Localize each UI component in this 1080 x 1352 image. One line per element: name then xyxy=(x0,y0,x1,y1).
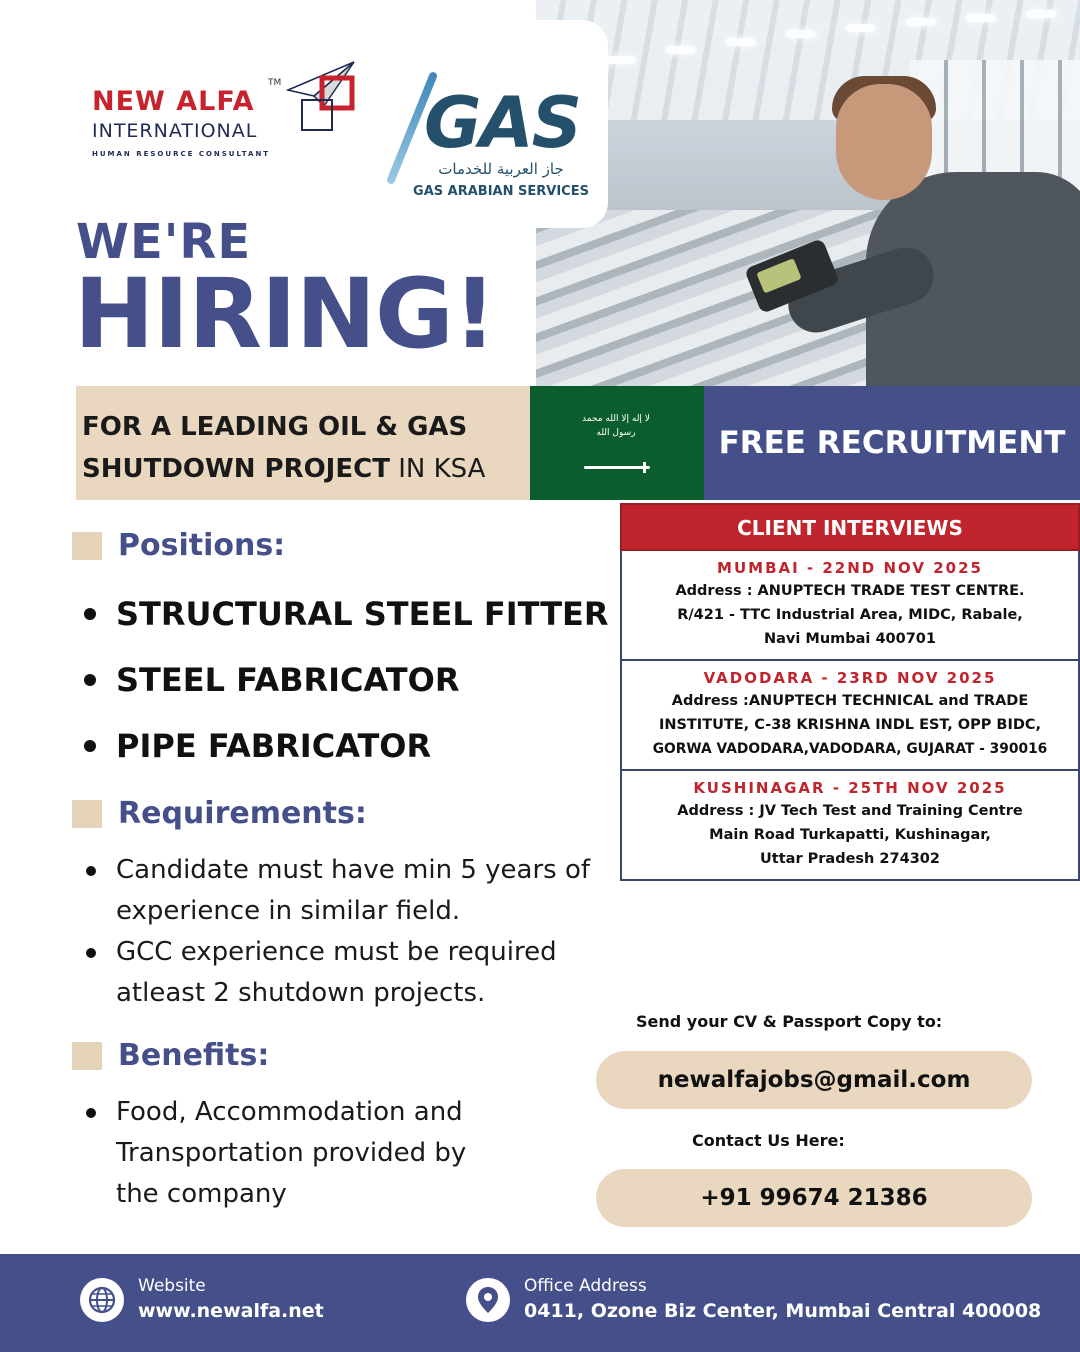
website-label: Website xyxy=(138,1276,206,1296)
office-address: 0411, Ozone Biz Center, Mumbai Central 400008 xyxy=(524,1300,1042,1322)
project-line-2-rest: IN KSA xyxy=(389,454,486,484)
gas-logo-english: GAS ARABIAN SERVICES xyxy=(413,184,589,199)
alfa-tagline: HUMAN RESOURCE CONSULTANT xyxy=(92,150,271,158)
gas-arabian-logo xyxy=(394,20,608,228)
send-cv-label: Send your CV & Passport Copy to: xyxy=(636,1012,943,1031)
location-pin-icon xyxy=(466,1278,510,1322)
section-square-icon xyxy=(72,1042,102,1070)
position-item: STRUCTURAL STEEL FITTER xyxy=(80,588,609,654)
headline-were: WE'RE xyxy=(76,214,252,270)
interview-address-line: Main Road Turkapatti, Kushinagar, xyxy=(709,827,991,843)
client-interviews-table xyxy=(620,503,1080,881)
globe-icon xyxy=(80,1278,124,1322)
interview-address-line: GORWA VADODARA,VADODARA, GUJARAT - 390016 xyxy=(652,741,1048,757)
project-banner xyxy=(76,386,532,500)
interview-city-date: MUMBAI - 22ND NOV 2025 xyxy=(717,559,983,577)
project-line-2-bold: SHUTDOWN PROJECT xyxy=(82,454,390,484)
contact-label: Contact Us Here: xyxy=(692,1131,845,1150)
gas-logo-word: GAS xyxy=(424,82,581,164)
position-item: STEEL FABRICATOR xyxy=(80,654,609,720)
footer-bar xyxy=(0,1254,1080,1352)
worker-figure xyxy=(746,62,1080,386)
alfa-international: INTERNATIONAL xyxy=(92,120,258,142)
position-item: PIPE FABRICATOR xyxy=(80,720,609,786)
flag-shahada-text: لا إله إلا الله محمد رسول الله xyxy=(582,414,650,438)
benefits-header xyxy=(72,1038,269,1073)
interview-row-vadodara xyxy=(620,661,1080,771)
interview-city-date: KUSHINAGAR - 25TH NOV 2025 xyxy=(693,779,1007,797)
interview-address-line: Address :ANUPTECH TECHNICAL and TRADE xyxy=(671,693,1029,709)
positions-title: Positions: xyxy=(118,528,286,563)
section-square-icon xyxy=(72,800,102,828)
phone-link[interactable]: +91 99674 21386 xyxy=(596,1169,1032,1227)
hero-photo xyxy=(536,0,1080,386)
section-square-icon xyxy=(72,532,102,560)
paper-plane-icon xyxy=(284,56,364,136)
interview-address-line: R/421 - TTC Industrial Area, MIDC, Rabale, xyxy=(677,607,1023,623)
website-link[interactable]: www.newalfa.net xyxy=(138,1300,324,1322)
interview-address-line: Navi Mumbai 400701 xyxy=(764,631,936,647)
saudi-flag xyxy=(530,386,704,500)
email-link[interactable]: newalfajobs@gmail.com xyxy=(596,1051,1032,1109)
interview-address-line: INSTITUTE, C-38 KRISHNA INDL EST, OPP BIDC, xyxy=(658,717,1042,733)
headline-hiring: HIRING! xyxy=(74,258,496,370)
new-alfa-logo xyxy=(88,80,368,170)
interview-address-line: Uttar Pradesh 274302 xyxy=(760,851,940,867)
interview-address-line: Address : JV Tech Test and Training Centre xyxy=(677,803,1023,819)
interview-row-mumbai xyxy=(620,551,1080,661)
interview-address-line: Address : ANUPTECH TRADE TEST CENTRE. xyxy=(675,583,1025,599)
requirement-item: Candidate must have min 5 years of experience in similar field. xyxy=(80,850,600,932)
free-recruitment-banner: FREE RECRUITMENT xyxy=(704,386,1080,500)
alfa-trademark: TM xyxy=(268,78,282,88)
flag-sword xyxy=(584,466,650,469)
interview-city-date: VADODARA - 23RD NOV 2025 xyxy=(703,669,997,687)
benefit-item: Food, Accommodation and Transportation provided by the company xyxy=(80,1092,500,1215)
requirements-title: Requirements: xyxy=(118,796,367,831)
benefits-list xyxy=(80,1092,500,1215)
requirements-list xyxy=(80,850,600,1014)
requirement-item: GCC experience must be required atleast 2 shutdown projects. xyxy=(80,932,600,1014)
requirements-header xyxy=(72,796,367,831)
interviews-title: CLIENT INTERVIEWS xyxy=(620,503,1080,551)
office-label: Office Address xyxy=(524,1276,647,1296)
project-line-2 xyxy=(82,448,532,490)
benefits-title: Benefits: xyxy=(118,1038,270,1073)
alfa-brand-name: NEW ALFA xyxy=(92,86,255,117)
positions-header xyxy=(72,528,285,563)
positions-list xyxy=(80,588,609,786)
gas-logo-arabic: جاز العربية للخدمات xyxy=(438,160,564,178)
project-line-1: FOR A LEADING OIL & GAS xyxy=(82,412,468,442)
interview-row-kushinagar xyxy=(620,771,1080,881)
